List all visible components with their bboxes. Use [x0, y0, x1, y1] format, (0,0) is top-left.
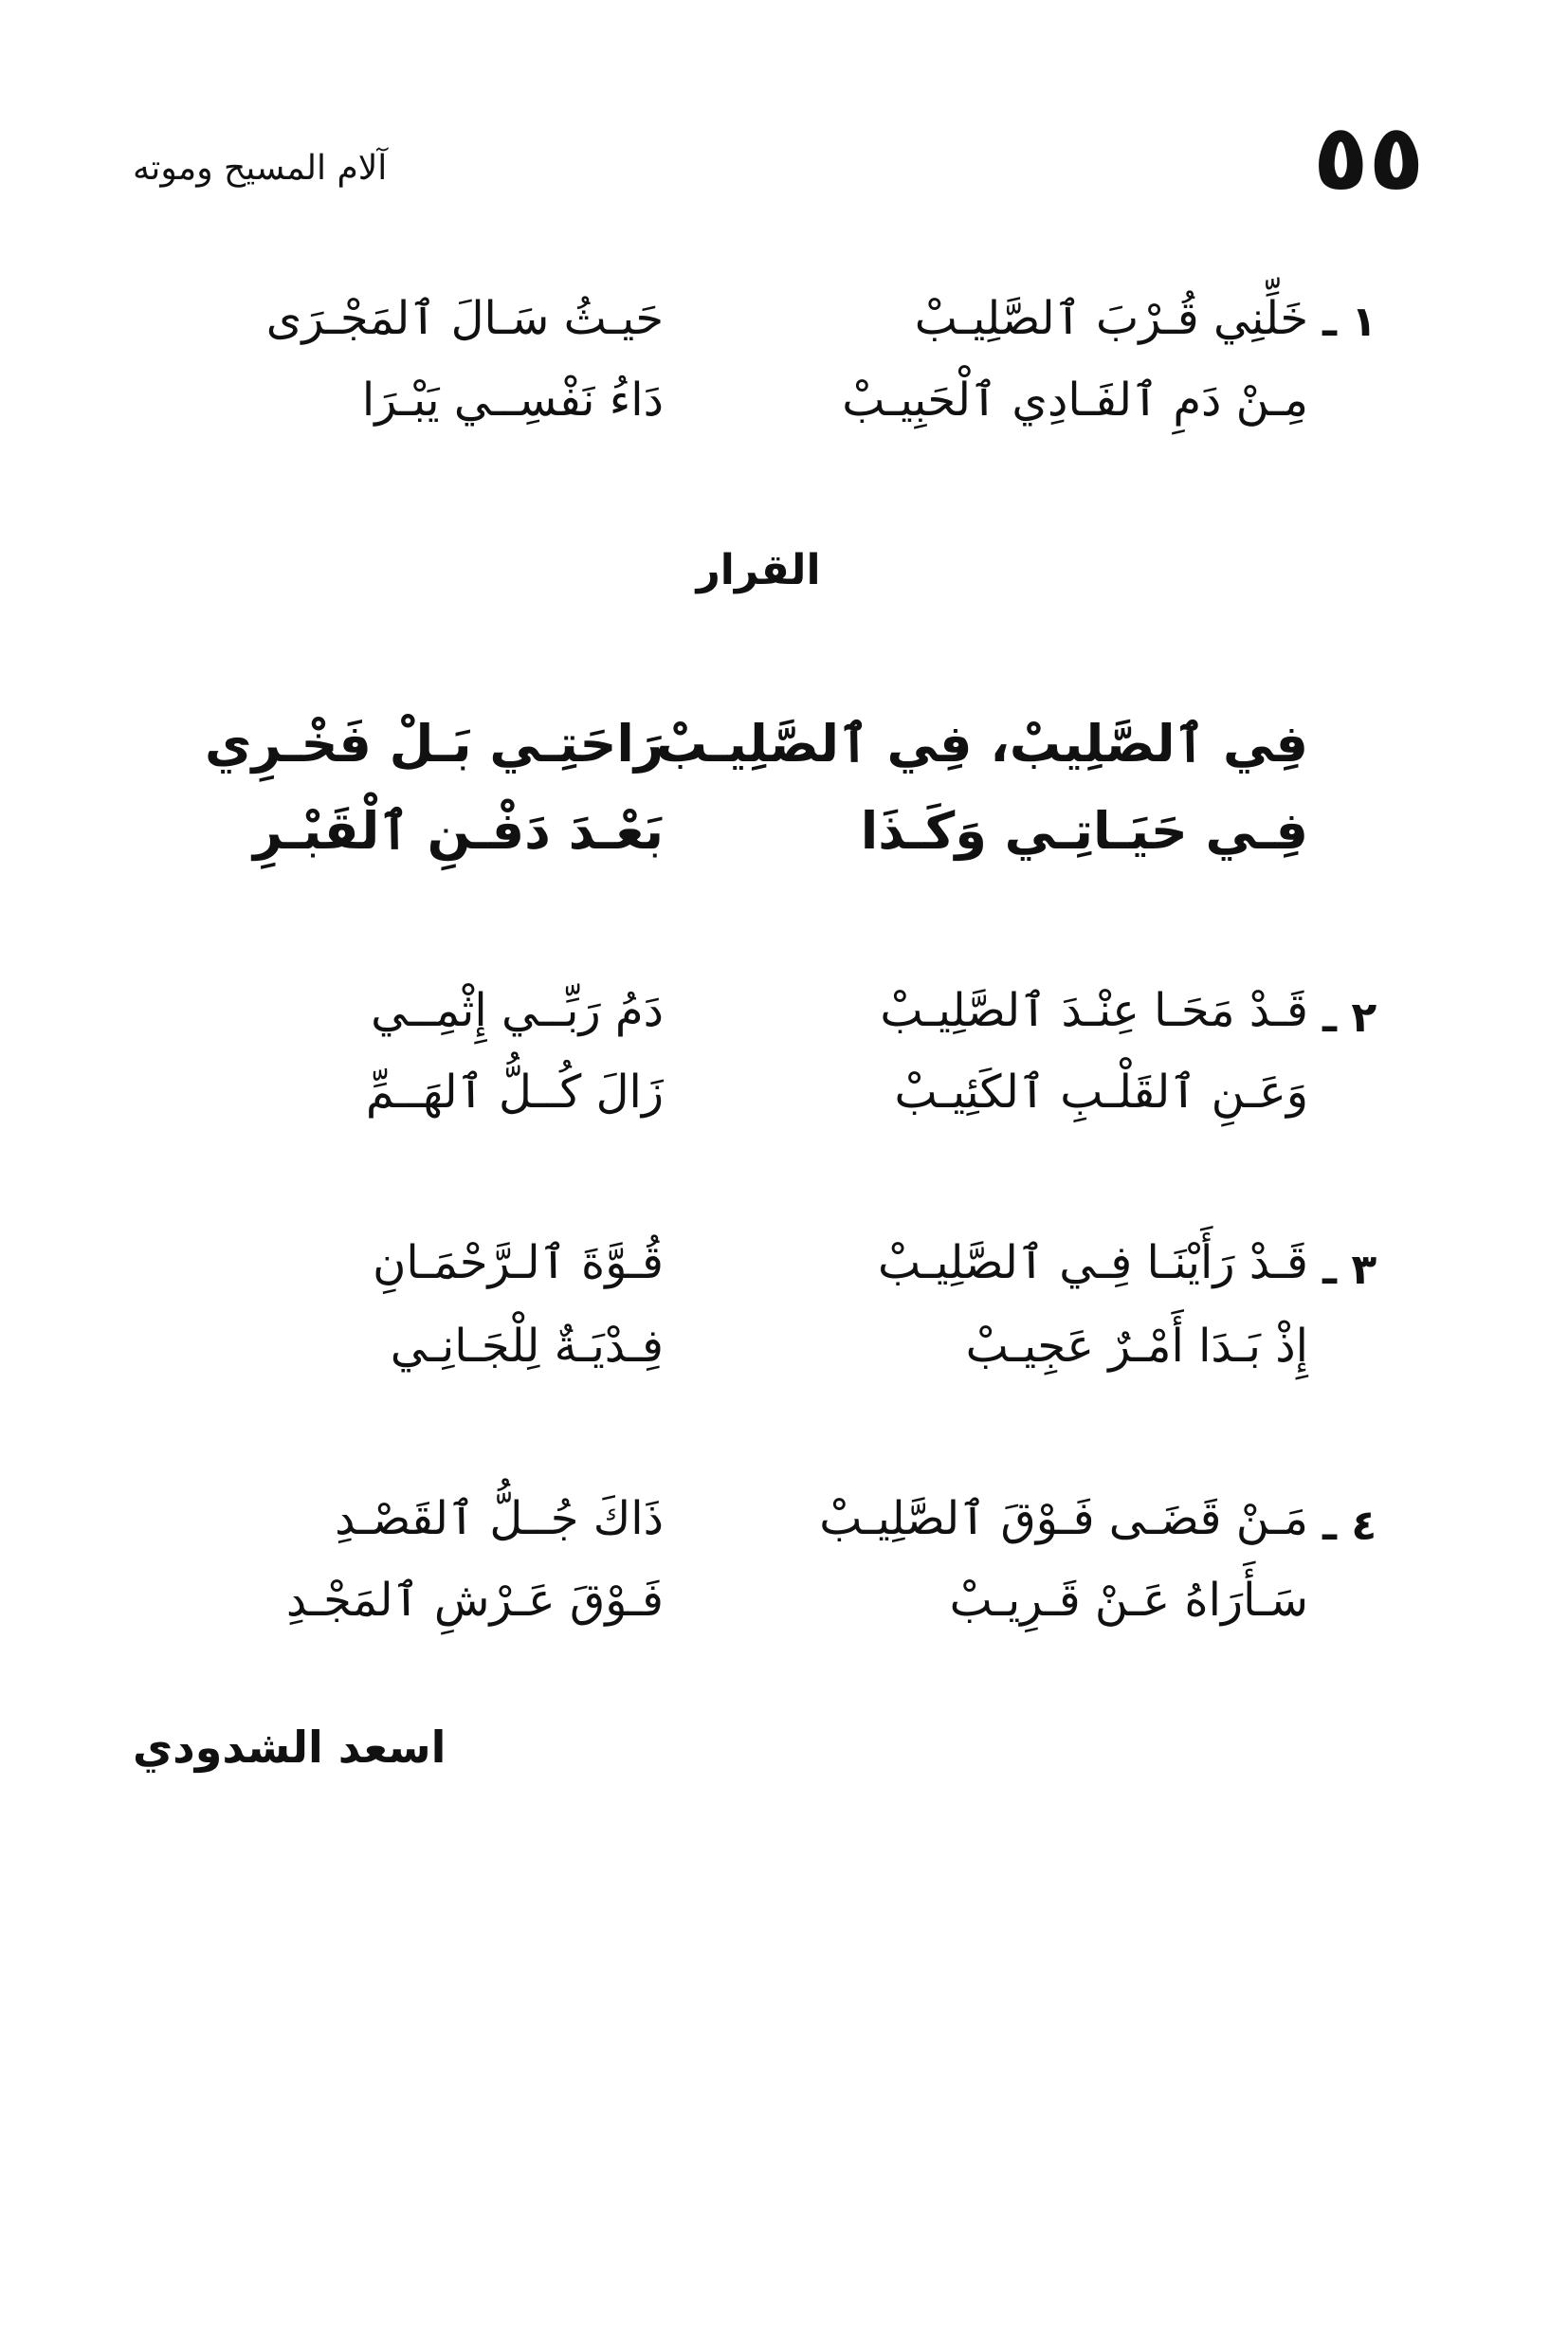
hemistich-second: حَيـثُ سَـالَ ٱلمَجْـرَى [265, 292, 664, 345]
hemistich-first: إِذْ بَـدَا أَمْـرٌ عَجِيـبْ [965, 1320, 1308, 1373]
verse-number: ٢ ـ [1322, 993, 1377, 1042]
hemistich-first: قَـدْ رَأَيْنَـا فِـي ٱلصَّلِيـبْ [878, 1236, 1308, 1289]
refrain-line [133, 714, 1308, 774]
refrain-line [133, 801, 1308, 861]
verse-line [133, 984, 1308, 1037]
hymn-number: ٥٥ [1313, 104, 1425, 210]
refrain-title: القرار [696, 546, 821, 594]
hemistich-second: دَمُ رَبِّــي إِثْمِــي [371, 984, 664, 1037]
hemistich-second: زَالَ كُــلُّ ٱلهَــمِّ [365, 1066, 664, 1119]
verse-line [133, 1320, 1308, 1373]
hemistich-first: فِـي حَيَـاتِـي وَكَـذَا [860, 801, 1308, 861]
verse-line [133, 1492, 1308, 1545]
hemistich-second: بَعْـدَ دَفْـنِ ٱلْقَبْـرِ [252, 801, 664, 861]
verse-line [133, 292, 1308, 345]
hemistich-second: رَاحَتِـي بَـلْ فَخْـرِي [205, 714, 664, 774]
verse-number: ١ ـ [1322, 298, 1377, 346]
hemistich-first: فِي ٱلصَّلِيبْ، فِي ٱلصَّلِيـبْ [655, 714, 1308, 774]
verse-number: ٣ ـ [1322, 1246, 1377, 1294]
hemistich-second: فَـوْقَ عَـرْشِ ٱلمَجْـدِ [285, 1574, 664, 1627]
hemistich-first: قَـدْ مَحَـا عِنْـدَ ٱلصَّلِيـبْ [880, 984, 1308, 1037]
author-name: اسعد الشدودي [133, 1722, 447, 1773]
hemistich-first: مَـنْ قَضَـى فَـوْقَ ٱلصَّلِيـبْ [819, 1492, 1308, 1545]
hemistich-second: ذَاكَ جُــلُّ ٱلقَصْـدِ [335, 1492, 664, 1545]
hemistich-second: قُـوَّةَ ٱلـرَّحْمَـانِ [373, 1236, 664, 1289]
verse-line [133, 1574, 1308, 1627]
hemistich-first: سَـأَرَاهُ عَـنْ قَـرِيـبْ [949, 1574, 1308, 1627]
section-header: آلام المسيح وموته [133, 149, 388, 188]
verse-number: ٤ ـ [1322, 1502, 1377, 1550]
hemistich-second: دَاءُ نَفْسِــي يَبْـرَا [361, 374, 664, 427]
hemistich-first: خَلِّنِي قُـرْبَ ٱلصَّلِيـبْ [914, 292, 1308, 345]
verse-line [133, 374, 1308, 427]
verse-line [133, 1236, 1308, 1289]
hemistich-first: وَعَـنِ ٱلقَلْـبِ ٱلكَئِيـبْ [894, 1066, 1308, 1119]
hemistich-first: مِـنْ دَمِ ٱلفَـادِي ٱلْحَبِيـبْ [842, 374, 1308, 427]
hemistich-second: فِـدْيَـةٌ لِلْجَـانِـي [390, 1320, 664, 1373]
verse-line [133, 1066, 1308, 1119]
